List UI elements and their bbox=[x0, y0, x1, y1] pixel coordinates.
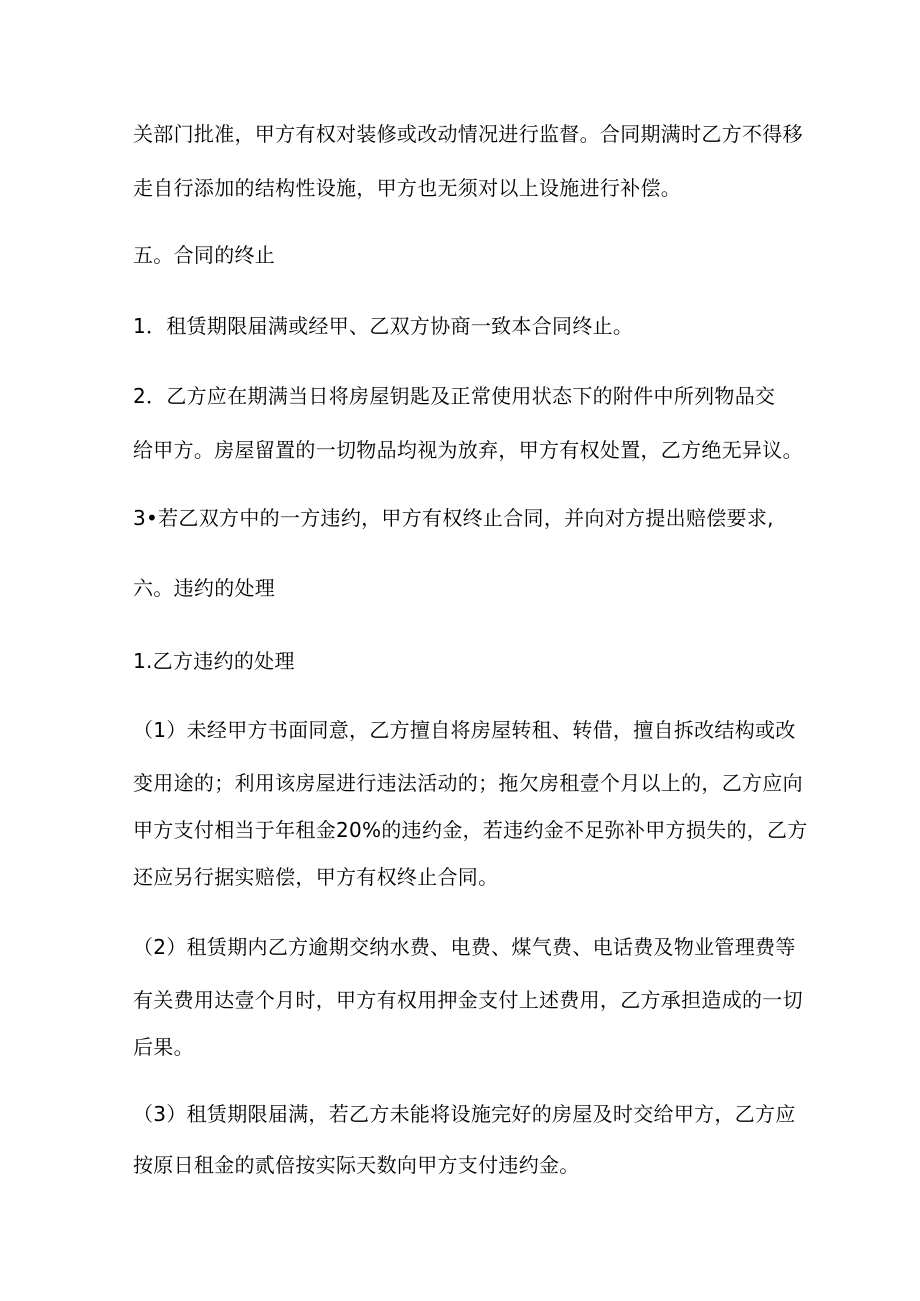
paragraph-line: 走自行添加的结构性设施，甲方也无须对以上设施进行补偿。 bbox=[133, 176, 682, 200]
paragraph-line: 关部门批准，甲方有权对装修或改动情况进行监督。合同期满时乙方不得移 bbox=[133, 122, 803, 146]
paragraph-line: 还应另行据实赔偿，甲方有权终止合同。 bbox=[133, 865, 499, 889]
paragraph-line: 后果。 bbox=[133, 1035, 194, 1059]
paragraph-line: （2）租赁期内乙方逾期交纳水费、电费、煤气费、电话费及物业管理费等 bbox=[133, 935, 796, 959]
section-heading: 六。违约的处理 bbox=[133, 576, 276, 600]
paragraph-line: 有关费用达壹个月时，甲方有权用押金支付上述费用，乙方承担造成的一切 bbox=[133, 988, 803, 1012]
subsection-heading: 1.乙方违约的处理 bbox=[133, 649, 295, 673]
section-heading: 五。合同的终止 bbox=[133, 243, 276, 267]
paragraph-line: （1）未经甲方书面同意，乙方擅自将房屋转租、转借，擅自拆改结构或改 bbox=[133, 718, 796, 742]
paragraph-line: 甲方支付相当于年租金20%的违约金，若违约金不足弥补甲方损失的，乙方 bbox=[133, 818, 808, 842]
paragraph-line: （3）租赁期限届满，若乙方未能将设施完好的房屋及时交给甲方，乙方应 bbox=[133, 1102, 796, 1126]
paragraph-line: 给甲方。房屋留置的一切物品均视为放弃，甲方有权处置，乙方绝无异议。 bbox=[133, 438, 803, 462]
paragraph-line: 按原日租金的贰倍按实际天数向甲方支付违约金。 bbox=[133, 1153, 580, 1177]
paragraph-line: 变用途的；利用该房屋进行违法活动的；拖欠房租壹个月以上的，乙方应向 bbox=[133, 771, 803, 795]
paragraph-line: 3•若乙双方中的一方违约，甲方有权终止合同，并向对方提出赔偿要求, bbox=[133, 506, 774, 530]
paragraph-line: 1．租赁期限届满或经甲、乙双方协商一致本合同终止。 bbox=[133, 314, 634, 338]
paragraph-line: 2．乙方应在期满当日将房屋钥匙及正常使用状态下的附件中所列物品交 bbox=[133, 384, 776, 408]
